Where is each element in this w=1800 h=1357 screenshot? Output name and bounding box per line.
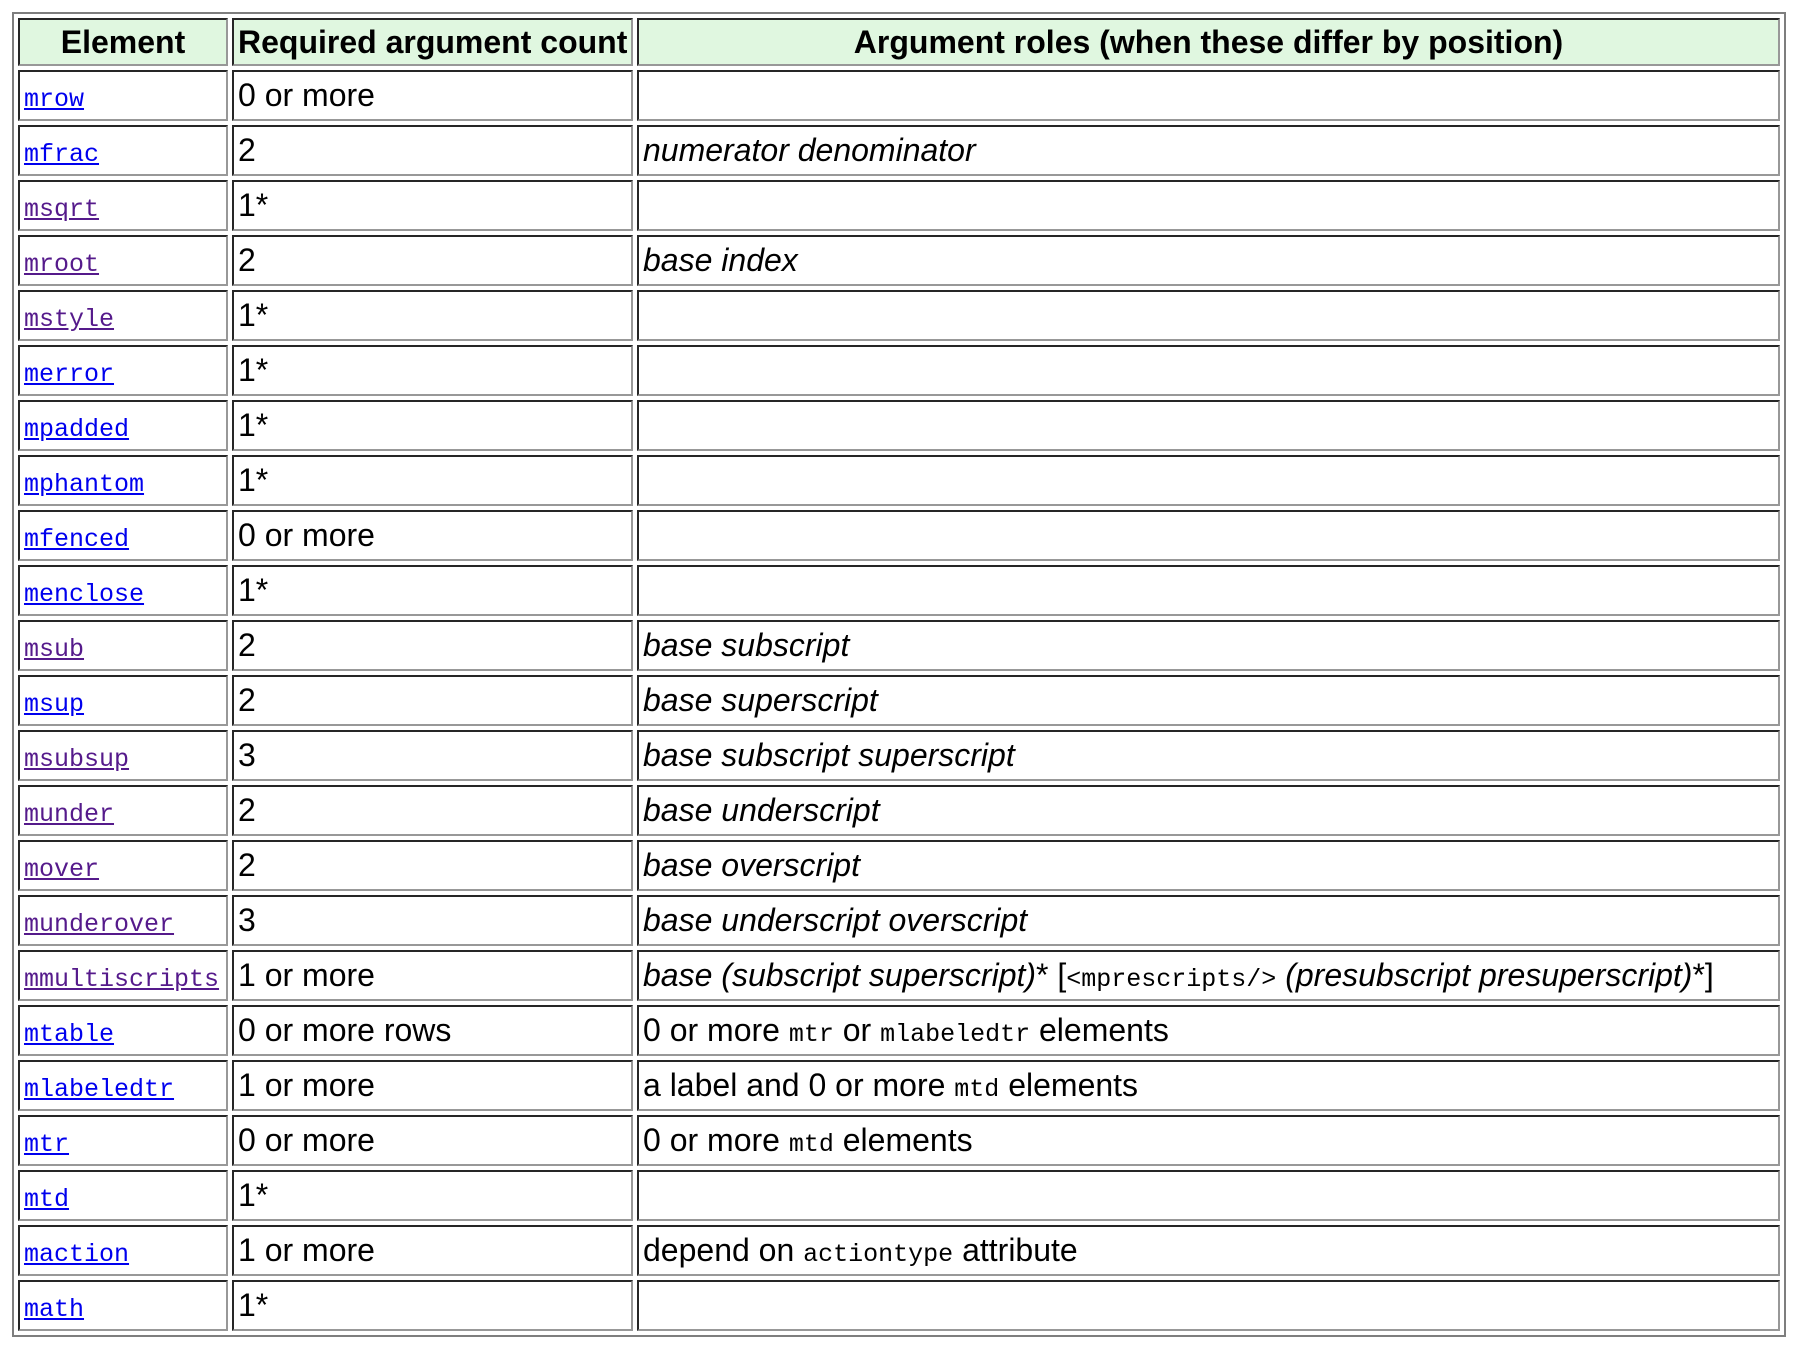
table-row bbox=[18, 180, 1780, 231]
table-row bbox=[18, 1115, 1780, 1166]
role-segment: (presubscript presuperscript) bbox=[1285, 957, 1693, 993]
role-segment: actiontype bbox=[803, 1240, 954, 1269]
argument-roles-cell bbox=[637, 1225, 1780, 1276]
table-row bbox=[18, 125, 1780, 176]
role-segment: mtd bbox=[788, 1130, 834, 1159]
element-link[interactable]: mphantom bbox=[24, 470, 145, 499]
element-link[interactable]: menclose bbox=[24, 580, 145, 609]
argument-roles-cell bbox=[637, 1280, 1780, 1331]
table-row bbox=[18, 895, 1780, 946]
argument-roles-cell bbox=[637, 345, 1780, 396]
element-link[interactable]: mtable bbox=[24, 1020, 115, 1049]
argument-count-cell: 2 bbox=[232, 125, 633, 176]
table-row bbox=[18, 345, 1780, 396]
role-segment bbox=[1276, 957, 1285, 993]
role-segment: attribute bbox=[953, 1232, 1078, 1268]
table-row bbox=[18, 730, 1780, 781]
role-segment: mlabeledtr bbox=[880, 1020, 1031, 1049]
argument-count-cell: 1* bbox=[232, 565, 633, 616]
argument-count-cell: 1* bbox=[232, 180, 633, 231]
role-segment: 0 or more bbox=[643, 1122, 789, 1158]
element-link[interactable]: munderover bbox=[24, 910, 175, 939]
argument-roles-cell bbox=[637, 400, 1780, 451]
element-cell bbox=[18, 70, 228, 121]
argument-roles-cell bbox=[637, 565, 1780, 616]
element-cell bbox=[18, 455, 228, 506]
table-row bbox=[18, 510, 1780, 561]
table-row bbox=[18, 1060, 1780, 1111]
role-segment: base overscript bbox=[643, 847, 860, 883]
header-required-argument-count: Required argument count bbox=[232, 18, 633, 66]
role-segment: base (subscript superscript) bbox=[643, 957, 1037, 993]
role-segment: <mprescripts/> bbox=[1066, 965, 1277, 994]
role-segment: base superscript bbox=[643, 682, 878, 718]
argument-count-cell: 0 or more bbox=[232, 70, 633, 121]
argument-roles-cell bbox=[637, 950, 1780, 1001]
role-segment: mtd bbox=[954, 1075, 1000, 1104]
argument-roles-cell bbox=[637, 1005, 1780, 1056]
role-segment: a label and 0 or more bbox=[643, 1067, 955, 1103]
table-row bbox=[18, 400, 1780, 451]
role-segment: base underscript overscript bbox=[643, 902, 1028, 938]
argument-count-cell: 1 or more bbox=[232, 950, 633, 1001]
argument-count-cell: 2 bbox=[232, 840, 633, 891]
element-link[interactable]: mroot bbox=[24, 250, 100, 279]
table-row bbox=[18, 235, 1780, 286]
element-cell bbox=[18, 510, 228, 561]
argument-roles-cell bbox=[637, 1170, 1780, 1221]
argument-roles-cell bbox=[637, 70, 1780, 121]
role-segment: base subscript bbox=[643, 627, 850, 663]
argument-count-cell: 2 bbox=[232, 620, 633, 671]
element-cell bbox=[18, 840, 228, 891]
argument-count-cell: 0 or more bbox=[232, 1115, 633, 1166]
element-cell bbox=[18, 1115, 228, 1166]
argument-count-cell: 1 or more bbox=[232, 1060, 633, 1111]
role-segment: or bbox=[833, 1012, 881, 1048]
role-segment: 0 or more bbox=[643, 1012, 789, 1048]
element-link[interactable]: mmultiscripts bbox=[24, 965, 220, 994]
element-cell bbox=[18, 1005, 228, 1056]
argument-roles-cell bbox=[637, 675, 1780, 726]
argument-roles-cell bbox=[637, 290, 1780, 341]
table-row bbox=[18, 1170, 1780, 1221]
element-link[interactable]: mtd bbox=[24, 1185, 70, 1214]
element-link[interactable]: munder bbox=[24, 800, 115, 829]
role-segment: base subscript superscript bbox=[643, 737, 1015, 773]
header-argument-roles: Argument roles (when these differ by position) bbox=[637, 18, 1780, 66]
argument-count-cell: 0 or more rows bbox=[232, 1005, 633, 1056]
role-segment: * [ bbox=[1036, 957, 1067, 993]
argument-count-cell: 0 or more bbox=[232, 510, 633, 561]
role-segment: elements bbox=[833, 1122, 973, 1158]
element-link[interactable]: msqrt bbox=[24, 195, 100, 224]
argument-count-cell: 3 bbox=[232, 895, 633, 946]
element-link[interactable]: mfenced bbox=[24, 525, 130, 554]
table-row bbox=[18, 785, 1780, 836]
table-row bbox=[18, 950, 1780, 1001]
table-row bbox=[18, 1225, 1780, 1276]
argument-count-cell: 1* bbox=[232, 1280, 633, 1331]
argument-count-cell: 3 bbox=[232, 730, 633, 781]
role-segment: numerator denominator bbox=[643, 132, 976, 168]
role-segment: *] bbox=[1692, 957, 1714, 993]
element-cell bbox=[18, 125, 228, 176]
element-link[interactable]: maction bbox=[24, 1240, 130, 1269]
element-cell bbox=[18, 345, 228, 396]
role-segment: base underscript bbox=[643, 792, 880, 828]
argument-roles-cell bbox=[637, 235, 1780, 286]
argument-count-cell: 1* bbox=[232, 400, 633, 451]
table-row bbox=[18, 840, 1780, 891]
table-row bbox=[18, 70, 1780, 121]
argument-roles-cell bbox=[637, 455, 1780, 506]
element-link[interactable]: msubsup bbox=[24, 745, 130, 774]
argument-count-cell: 2 bbox=[232, 675, 633, 726]
argument-roles-cell bbox=[637, 730, 1780, 781]
element-cell bbox=[18, 565, 228, 616]
element-link[interactable]: msup bbox=[24, 690, 85, 719]
element-link[interactable]: mfrac bbox=[24, 140, 100, 169]
element-link[interactable]: mpadded bbox=[24, 415, 130, 444]
argument-count-cell: 1* bbox=[232, 455, 633, 506]
argument-roles-cell bbox=[637, 1060, 1780, 1111]
element-link[interactable]: mlabeledtr bbox=[24, 1075, 175, 1104]
table-row bbox=[18, 1280, 1780, 1331]
argument-roles-cell bbox=[637, 785, 1780, 836]
element-cell bbox=[18, 675, 228, 726]
element-cell bbox=[18, 1280, 228, 1331]
argument-count-cell: 2 bbox=[232, 785, 633, 836]
element-cell bbox=[18, 290, 228, 341]
table-row bbox=[18, 620, 1780, 671]
header-element: Element bbox=[18, 18, 228, 66]
header-row bbox=[18, 18, 1780, 66]
table-row bbox=[18, 675, 1780, 726]
table-row bbox=[18, 565, 1780, 616]
element-link[interactable]: mrow bbox=[24, 85, 85, 114]
table-row bbox=[18, 290, 1780, 341]
argument-roles-cell bbox=[637, 510, 1780, 561]
element-cell bbox=[18, 620, 228, 671]
element-cell bbox=[18, 1170, 228, 1221]
role-segment: depend on bbox=[643, 1232, 804, 1268]
table-body bbox=[18, 70, 1780, 1331]
element-link[interactable]: merror bbox=[24, 360, 115, 389]
element-cell bbox=[18, 235, 228, 286]
argument-roles-cell bbox=[637, 125, 1780, 176]
argument-roles-cell bbox=[637, 180, 1780, 231]
element-link[interactable]: mover bbox=[24, 855, 100, 884]
argument-roles-cell bbox=[637, 840, 1780, 891]
element-cell bbox=[18, 1060, 228, 1111]
element-cell bbox=[18, 1225, 228, 1276]
element-cell bbox=[18, 730, 228, 781]
element-cell bbox=[18, 785, 228, 836]
argument-count-cell: 1* bbox=[232, 1170, 633, 1221]
element-cell bbox=[18, 895, 228, 946]
argument-count-cell: 1* bbox=[232, 290, 633, 341]
element-link[interactable]: msub bbox=[24, 635, 85, 664]
argument-count-cell: 1 or more bbox=[232, 1225, 633, 1276]
role-segment: elements bbox=[999, 1067, 1139, 1103]
argument-roles-cell bbox=[637, 895, 1780, 946]
element-cell bbox=[18, 950, 228, 1001]
element-link[interactable]: math bbox=[24, 1295, 85, 1324]
argument-count-cell: 2 bbox=[232, 235, 633, 286]
argument-roles-cell bbox=[637, 1115, 1780, 1166]
element-cell bbox=[18, 400, 228, 451]
role-segment: mtr bbox=[788, 1020, 834, 1049]
table-row bbox=[18, 455, 1780, 506]
element-link[interactable]: mtr bbox=[24, 1130, 70, 1159]
role-segment: base index bbox=[643, 242, 798, 278]
element-arguments-table bbox=[12, 12, 1786, 1337]
table-row bbox=[18, 1005, 1780, 1056]
element-link[interactable]: mstyle bbox=[24, 305, 115, 334]
element-cell bbox=[18, 180, 228, 231]
role-segment: elements bbox=[1030, 1012, 1169, 1048]
argument-roles-cell bbox=[637, 620, 1780, 671]
argument-count-cell: 1* bbox=[232, 345, 633, 396]
